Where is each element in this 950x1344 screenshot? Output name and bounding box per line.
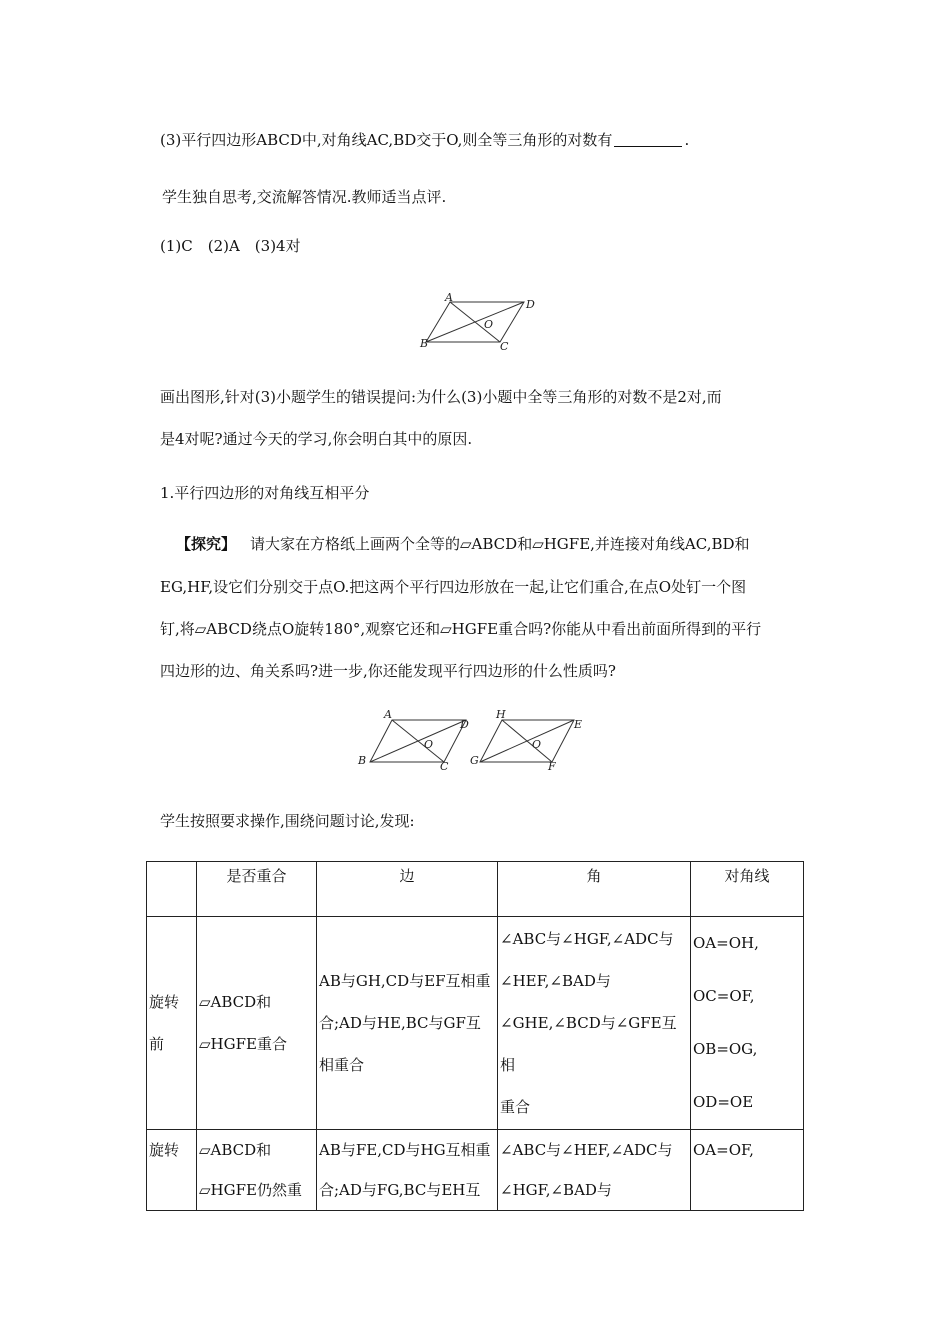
parallelogram-figure-2	[352, 708, 592, 774]
label-o-3: O	[532, 738, 542, 751]
question-line-2: 是4对呢?通过今天的学习,你会明白其中的原因.	[160, 430, 473, 448]
sides-line: AB与GH,CD与EF互相重	[319, 972, 491, 990]
overlap-line: ▱HGFE仍然重	[199, 1181, 302, 1199]
explore-line-3: 钉,将▱ABCD绕点O旋转180°,观察它还和▱HGFE重合吗?你能从中看出前面所得到的平行	[160, 620, 762, 638]
header-cell-diagonals: 对角线	[691, 862, 804, 917]
parallelogram-figure-1	[412, 292, 542, 352]
diagonals-line: OA=OF,	[693, 1141, 754, 1159]
label-o: O	[484, 318, 494, 331]
question-3-end: .	[684, 131, 690, 149]
row-label-cell	[147, 1130, 197, 1211]
header-cell-overlap: 是否重合	[197, 862, 317, 917]
table-row	[147, 917, 804, 1130]
question-3-text: (3)平行四边形ABCD中,对角线AC,BD交于O,则全等三角形的对数有	[160, 131, 613, 149]
header-cell-sides: 边	[317, 862, 498, 917]
angles-line: 重合	[500, 1098, 531, 1116]
angles-line: ∠GHE,∠BCD与∠GFE互相	[500, 1014, 677, 1074]
sides-line: AB与FE,CD与HG互相重	[319, 1141, 491, 1159]
overlap-cell	[197, 1130, 317, 1211]
diagonals-line: OB=OG,	[693, 1040, 758, 1058]
think-paragraph: 学生独自思考,交流解答情况.教师适当点评.	[162, 188, 447, 206]
overlap-cell	[197, 917, 317, 1130]
angles-cell	[498, 1130, 691, 1211]
explore-line-2: EG,HF,设它们分别交于点O.把这两个平行四边形放在一起,让它们重合,在点O处钉一个图	[160, 578, 747, 596]
label-b: B	[420, 337, 429, 350]
diagonals-line: OD=OE	[693, 1093, 754, 1111]
label-c: C	[500, 340, 509, 352]
question-3	[160, 132, 689, 148]
row-label-line: 旋转	[149, 993, 180, 1011]
header-cell-empty	[147, 862, 197, 917]
label-f: F	[548, 760, 556, 773]
diagonals-cell	[691, 1130, 804, 1211]
explore-label: 【探究】	[176, 535, 237, 553]
label-a: A	[445, 292, 453, 304]
answer-blank	[614, 132, 682, 147]
row-label-line: 前	[149, 1035, 165, 1053]
overlap-line: ▱ABCD和	[199, 1141, 272, 1159]
explore-line-4: 四边形的边、角关系吗?进一步,你还能发现平行四边形的什么性质吗?	[160, 662, 616, 680]
explore-line-1-text: 请大家在方格纸上画两个全等的▱ABCD和▱HGFE,并连接对角线AC,BD和	[250, 535, 750, 553]
label-g: G	[470, 754, 479, 767]
angles-line: ∠ABC与∠HEF,∠ADC与	[500, 1141, 673, 1159]
label-d: D	[526, 298, 535, 311]
diagonals-line: OC=OF,	[693, 987, 755, 1005]
angles-line: ∠HEF,∠BAD与	[500, 972, 611, 990]
row-label-cell	[147, 917, 197, 1130]
sides-cell	[317, 1130, 498, 1211]
label-d-2: D	[460, 718, 469, 731]
diagonals-line: OA=OH,	[693, 934, 759, 952]
label-a-2: A	[384, 708, 392, 721]
discover-paragraph: 学生按照要求操作,围绕问题讨论,发现:	[160, 812, 415, 830]
label-b-2: B	[358, 754, 367, 767]
section-heading: 1.平行四边形的对角线互相平分	[160, 484, 370, 502]
header-cell-angles: 角	[498, 862, 691, 917]
angles-line: ∠ABC与∠HGF,∠ADC与	[500, 930, 674, 948]
sides-line: 相重合	[319, 1056, 365, 1074]
diagonals-cell	[691, 917, 804, 1130]
question-line-1: 画出图形,针对(3)小题学生的错误提问:为什么(3)小题中全等三角形的对数不是2对,而	[160, 388, 722, 406]
label-c-2: C	[440, 760, 449, 773]
answers-line: (1)C (2)A (3)4对	[160, 237, 301, 255]
explore-line-1	[160, 537, 750, 552]
label-e: E	[574, 718, 583, 731]
label-h: H	[496, 708, 506, 721]
comparison-table	[146, 861, 804, 1211]
row-label-line: 旋转	[149, 1141, 180, 1159]
overlap-line: ▱HGFE重合	[199, 1035, 287, 1053]
angles-line: ∠HGF,∠BAD与	[500, 1181, 612, 1199]
angles-cell	[498, 917, 691, 1130]
overlap-line: ▱ABCD和	[199, 993, 272, 1011]
sides-line: 合;AD与FG,BC与EH互	[319, 1181, 481, 1199]
table-header-row	[147, 862, 804, 917]
label-o-2: O	[424, 738, 434, 751]
table-row	[147, 1130, 804, 1211]
sides-line: 合;AD与HE,BC与GF互	[319, 1014, 481, 1032]
sides-cell	[317, 917, 498, 1130]
